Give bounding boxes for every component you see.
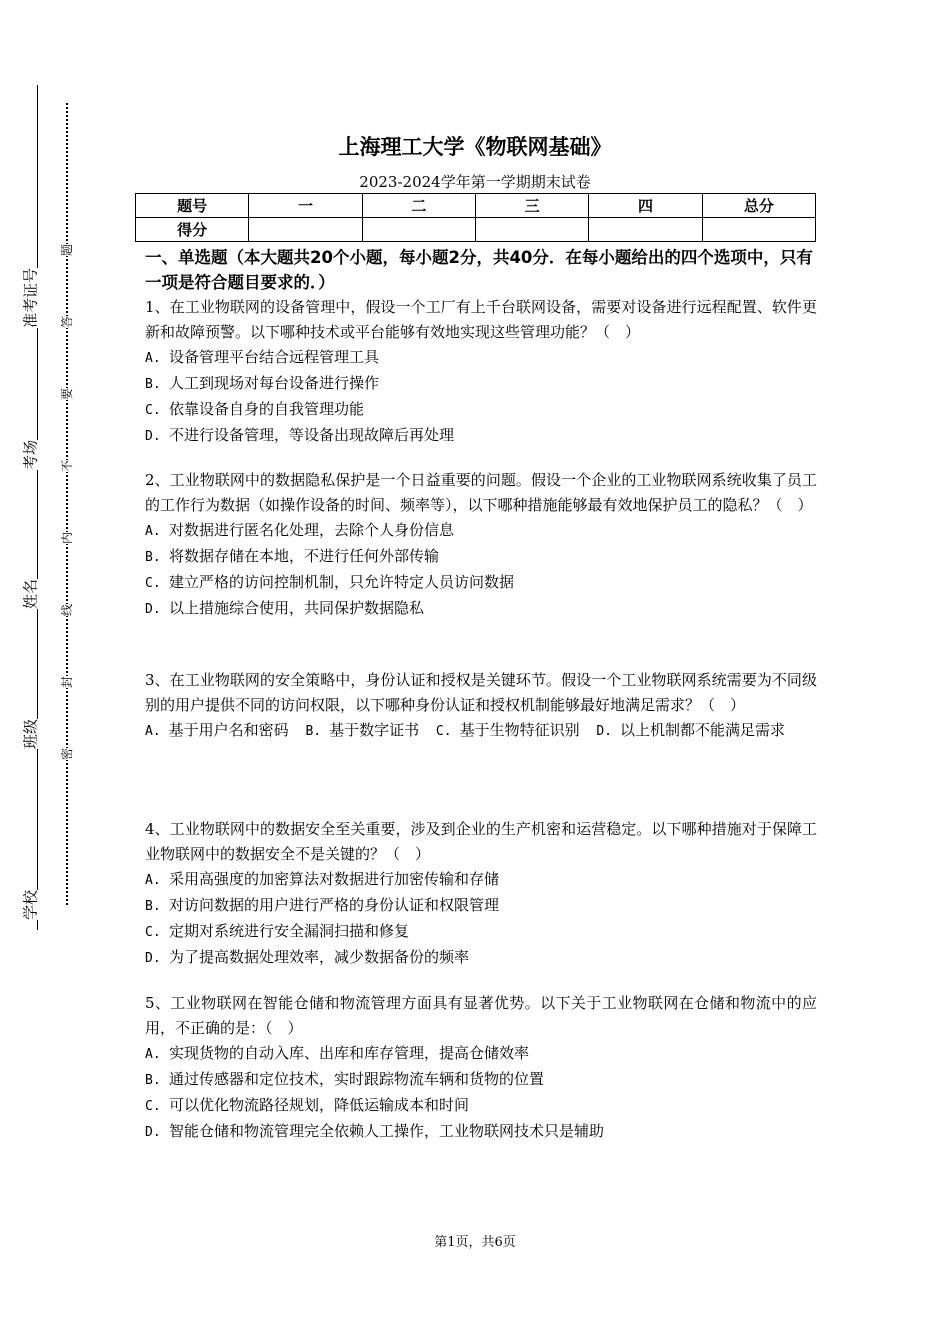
school-label: 学校 (21, 889, 40, 921)
option-key: B. (145, 899, 161, 914)
option-key: D. (596, 724, 613, 739)
option-b (145, 893, 817, 919)
option-text: 为了提高数据处理效率，减少数据备份的频率 (169, 948, 470, 966)
question-stem: 3、在工业物联网的安全策略中，身份认证和授权是关键环节。假设一个工业物联网系统需要为不同级别的用户提供不同的访问权限，以下哪种身份认证和授权机制能够最好地满足需求？（ ） (145, 671, 817, 714)
option-key: C. (145, 1099, 161, 1114)
option-d (145, 423, 817, 449)
option-b (145, 371, 817, 397)
option-a (145, 867, 817, 893)
option-text: 可以优化物流路径规划，降低运输成本和时间 (169, 1096, 470, 1114)
score-header-cell: 二 (362, 194, 475, 218)
question-stem: 2、工业物联网中的数据隐私保护是一个日益重要的问题。假设一个企业的工业物联网系统收集了员工的工作行为数据（如操作设备的时间、频率等），以下哪种措施能够最有效地保护员工的隐私？（ ） (145, 471, 817, 514)
option-key: A. (145, 524, 161, 539)
question-1 (145, 295, 817, 449)
seal-char: 封 (60, 675, 74, 689)
score-header-cell: 一 (249, 194, 362, 218)
option-key: A. (145, 724, 161, 739)
seal-char: 不 (60, 459, 74, 473)
option-text: 设备管理平台结合远程管理工具 (169, 348, 380, 366)
option-text: 采用高强度的加密算法对数据进行加密传输和存储 (169, 870, 500, 888)
seal-char: 答 (60, 315, 74, 329)
option-text: 以上措施综合使用，共同保护数据隐私 (169, 599, 425, 617)
score-row-label: 得分 (136, 218, 249, 242)
option-text: 基于生物特征识别 (459, 721, 580, 739)
option-b (305, 721, 425, 739)
option-key: B. (305, 724, 322, 739)
option-text: 定期对系统进行安全漏洞扫描和修复 (169, 922, 410, 940)
option-key: C. (435, 724, 452, 739)
option-b (145, 544, 817, 570)
option-text: 不进行设备管理，等设备出现故障后再处理 (169, 426, 455, 444)
option-c (145, 397, 817, 423)
option-c (436, 721, 586, 739)
option-d (145, 596, 817, 622)
seal-char: 线 (60, 603, 74, 617)
question-2 (145, 468, 817, 622)
class-label: 班级 (21, 718, 40, 750)
exam-room-label: 考场 (21, 439, 40, 471)
binding-solid-line (37, 85, 38, 930)
question-stem: 1、在工业物联网的设备管理中，假设一个工厂有上千台联网设备，需要对设备进行远程配置、软件更新和故障预警。以下哪种技术或平台能够有效地实现这些管理功能？（ ） (145, 298, 817, 341)
score-table (135, 193, 816, 242)
option-b (145, 1067, 817, 1093)
score-header-cell: 三 (475, 194, 588, 218)
exam-title: 上海理工大学《物联网基础》 (338, 135, 612, 159)
score-table-header-row (136, 194, 816, 218)
option-c (145, 570, 817, 596)
option-a (145, 518, 817, 544)
score-cell (475, 218, 588, 242)
option-key: D. (145, 951, 161, 966)
candidate-number-label: 准考证号 (21, 267, 40, 329)
question-5 (145, 991, 817, 1145)
option-text: 人工到现场对每台设备进行操作 (169, 374, 380, 392)
inline-options (145, 718, 817, 744)
option-text: 对数据进行匿名化处理，去除个人身份信息 (169, 521, 455, 539)
score-cell (702, 218, 815, 242)
name-label: 姓名 (21, 578, 40, 610)
seal-dotted-line (66, 103, 68, 905)
seal-char: 内 (60, 531, 74, 545)
option-d (145, 945, 817, 971)
option-a (145, 345, 817, 371)
score-header-cell: 四 (589, 194, 702, 218)
option-c (145, 919, 817, 945)
option-text: 实现货物的自动入库、出库和库存管理，提高仓储效率 (169, 1044, 530, 1062)
option-d (596, 721, 791, 739)
option-key: B. (145, 550, 161, 565)
option-key: D. (145, 429, 161, 444)
option-key: B. (145, 1073, 161, 1088)
seal-char: 要 (60, 387, 74, 401)
score-cell (249, 218, 362, 242)
option-key: D. (145, 1125, 161, 1140)
option-text: 通过传感器和定位技术，实时跟踪物流车辆和货物的位置 (169, 1070, 545, 1088)
option-d (145, 1119, 817, 1145)
option-text: 依靠设备自身的自我管理功能 (169, 400, 365, 418)
option-key: A. (145, 1047, 161, 1062)
option-key: C. (145, 576, 161, 591)
option-key: A. (145, 873, 161, 888)
option-key: B. (145, 377, 161, 392)
seal-char: 密 (60, 747, 74, 761)
option-key: A. (145, 351, 161, 366)
score-header-cell: 总分 (702, 194, 815, 218)
option-key: D. (145, 602, 161, 617)
option-text: 将数据存储在本地，不进行任何外部传输 (169, 547, 440, 565)
option-text: 建立严格的访问控制机制，只允许特定人员访问数据 (169, 573, 515, 591)
option-text: 对访问数据的用户进行严格的身份认证和权限管理 (169, 896, 500, 914)
page-number: 第1页，共6页 (434, 1235, 516, 1250)
option-c (145, 1093, 817, 1119)
option-key: C. (145, 403, 161, 418)
question-stem: 4、工业物联网中的数据安全至关重要，涉及到企业的生产机密和运营稳定。以下哪种措施对于保障工业物联网中的数据安全不是关键的？（ ） (145, 820, 817, 863)
exam-subtitle: 2023-2024学年第一学期期末试卷 (359, 173, 591, 191)
score-cell (362, 218, 475, 242)
question-3 (145, 668, 817, 744)
option-text: 以上机制都不能满足需求 (620, 721, 786, 739)
option-text: 智能仓储和物流管理完全依赖人工操作，工业物联网技术只是辅助 (169, 1122, 605, 1140)
option-a (145, 721, 295, 739)
option-text: 基于用户名和密码 (168, 721, 289, 739)
seal-char: 题 (60, 243, 74, 257)
question-stem: 5、工业物联网在智能仓储和物流管理方面具有显著优势。以下关于工业物联网在仓储和物流中的应用，不正确的是：（ ） (145, 994, 817, 1037)
question-4 (145, 817, 817, 971)
option-a (145, 1041, 817, 1067)
option-text: 基于数字证书 (329, 721, 420, 739)
score-table-score-row (136, 218, 816, 242)
section-heading: 一、单选题（本大题共20个小题，每小题2分，共40分．在每小题给出的四个选项中，只有一项是符合题目要求的．） (145, 248, 813, 292)
score-header-cell: 题号 (136, 194, 249, 218)
score-cell (589, 218, 702, 242)
option-key: C. (145, 925, 161, 940)
